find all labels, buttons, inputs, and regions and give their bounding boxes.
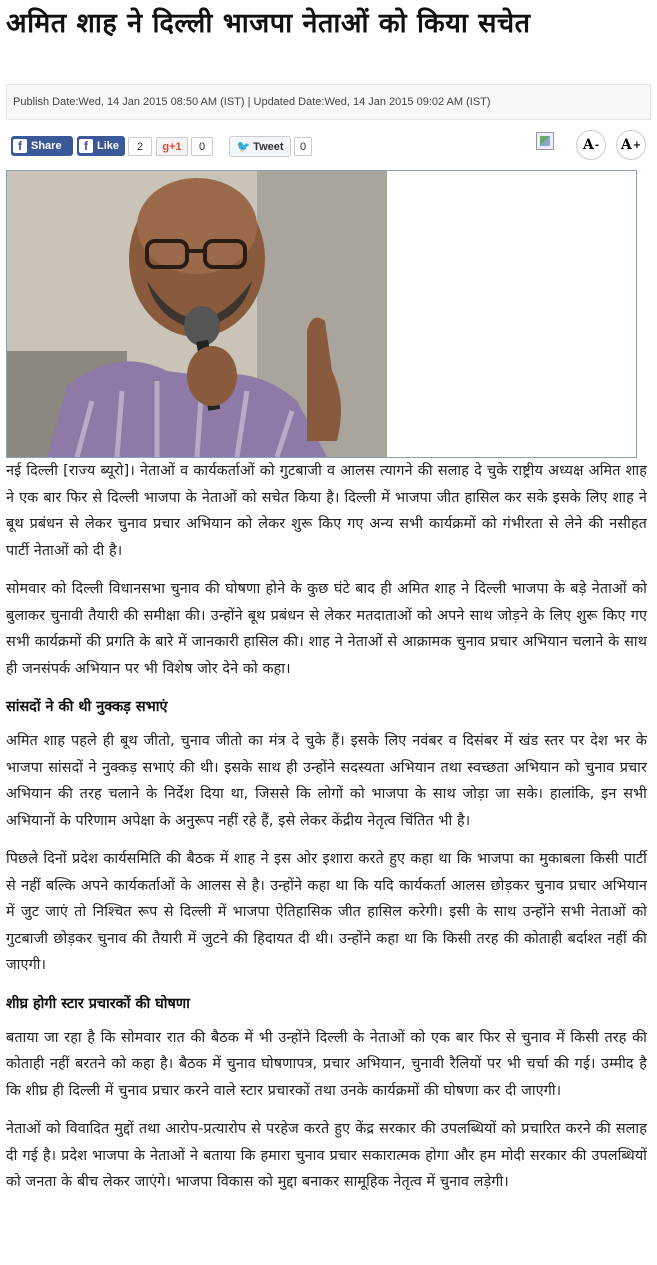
article-paragraph: सोमवार को दिल्ली विधानसभा चुनाव की घोषणा होने के कुछ घंटे बाद ही अमित शाह ने दिल्ली भाजपा के बड़े नेताओं को बुलाकर चुनावी तैयारी की समीक्षा की। उन्होंने बूथ प्रबंधन से लेकर मतदाताओं को अपने साथ जोड़ने के लिए शुरू किए गए सभी कार्यक्रमों की प्रगति के बारे में जानकारी हासिल की। शाह ने नेताओं से आक्रामक चुनाव प्रचार अभियान चलाने के साथ ही जनसंपर्क अभियान पर भी विशेष जोर देने को कहा। — [6, 581, 647, 677]
facebook-share-label: Share — [31, 140, 62, 152]
article-paragraph: नेताओं को विवादित मुद्दों तथा आरोप-प्रत्यारोप से परहेज करते हुए केंद्र सरकार की उपलब्धियों को प्रचारित करने की सलाह दी गई है। प्रदेश भाजपा के नेताओं ने बताया कि हमारा चुनाव प्रचार सकारात्मक होगा और हम मोदी सरकार की उपलब्धियों को जनता के बीच लेकर जाएंगे। भाजपा विकास को मुद्दा बनाकर सामूहिक नेतृत्व में चुनाव लड़ेगी। — [6, 1121, 647, 1190]
facebook-like-label: Like — [97, 140, 120, 152]
tweet-count: 0 — [294, 137, 312, 156]
share-toolbar — [6, 130, 651, 164]
article-paragraph: अमित शाह पहले ही बूथ जीतो, चुनाव जीतो का मंत्र दे चुके हैं। इसके लिए नवंबर व दिसंबर में खंड स्तर पर देश भर के भाजपा सांसदों ने नुक्कड़ सभाएं की थी। इसके साथ ही उन्होंने सदस्यता अभियान तथा स्वच्छता अभियान को चुनाव प्रचार अभियान की तरह चलाने के निर्देश दिया था, जिससे कि लोगों को भाजपा के साथ जोड़ा जा सके। हालांकि, इन सभी अभियानों के परिणाम अपेक्षा के अनुरूप नहीं रहे हैं, इसे लेकर केंद्रीय नेतृत्व चिंतित भी है। — [6, 733, 647, 829]
font-increase-label: A — [620, 137, 632, 153]
speaker-photo-illustration — [7, 171, 387, 457]
article-paragraph: नई दिल्ली [राज्य ब्यूरो]। नेताओं व कार्यकर्ताओं को गुटबाजी व आलस त्यागने की सलाह दे चुके राष्ट्रीय अध्यक्ष अमित शाह ने एक बार फिर से दिल्ली भाजपा के नेताओं को सचेत किया है। दिल्ली में भाजपा जीत हासिल कर सके इसके लिए शाह ने बूथ प्रबंधन से लेकर चुनाव प्रचार अभियान को लेकर शुरू किए गए अन्य सभी कार्यक्रमों को गंभीरता से लेने की नसीहत पार्टी नेताओं को दी है। — [6, 463, 647, 559]
article-subheading: सांसदों ने की थी नुक्कड़ सभाएं — [6, 699, 168, 715]
article-paragraph: बताया जा रहा है कि सोमवार रात की बैठक में भी उन्होंने दिल्ली के नेताओं को एक बार फिर से चुनाव में किसी तरह की कोताही नहीं बरतने को कहा है। बैठक में चुनाव घोषणापत्र, प्रचार अभियान, चुनावी रैलियों पर भी चर्चा की गई। उम्मीद है कि शीघ्र ही दिल्ली में चुनाव प्रचार करने वाले स्टार प्रचारकों तथा उनके कार्यक्रमों की घोषणा कर दी जाएगी। — [6, 1029, 647, 1099]
tweet-label: Tweet — [253, 140, 284, 153]
article-body — [6, 458, 647, 1208]
facebook-icon: f — [79, 139, 93, 153]
font-decrease-label: A — [582, 137, 594, 153]
twitter-bird-icon: 🐦 — [236, 141, 251, 153]
article-photo — [7, 171, 387, 457]
facebook-like-button[interactable] — [77, 136, 125, 156]
gplus-count: 0 — [191, 137, 213, 156]
article-headline: अमित शाह ने दिल्ली भाजपा नेताओं को किया सचेत — [6, 8, 531, 39]
tweet-button[interactable] — [229, 136, 291, 157]
font-increase-button[interactable] — [616, 130, 646, 160]
facebook-icon: f — [13, 139, 27, 153]
broken-image-icon[interactable] — [536, 132, 554, 150]
font-decrease-button[interactable] — [576, 130, 606, 160]
article-photo-frame — [6, 170, 637, 458]
gplus-button[interactable]: g+1 — [156, 137, 188, 156]
facebook-share-button[interactable] — [11, 136, 73, 156]
like-count: 2 — [128, 137, 152, 156]
plus-sign: + — [632, 139, 642, 151]
publish-dateline: Publish Date:Wed, 14 Jan 2015 08:50 AM (IST) | Updated Date:Wed, 14 Jan 2015 09:02 AM (IST) — [6, 84, 651, 120]
minus-sign: - — [594, 139, 600, 151]
article-paragraph: पिछले दिनों प्रदेश कार्यसमिति की बैठक में शाह ने इस ओर इशारा करते हुए कहा था कि भाजपा का मुकाबला किसी पार्टी से नहीं बल्कि अपने कार्यकर्ताओं के आलस से है। उन्होंने कहा था कि यदि कार्यकर्ता आलस छोड़कर चुनाव प्रचार अभियान में जुट जाएं तो निश्चित रूप से दिल्ली में भाजपा ऐतिहासिक जीत हासिल करेगी। इसी के साथ उन्होंने सभी नेताओं को गुटबाजी छोड़कर चुनाव की तैयारी में जुटने की हिदायत दी थी। उन्होंने कहा था कि किसी तरह की कोताही बर्दाश्त नहीं की जाएगी। — [6, 851, 647, 973]
article-subheading: शीघ्र होगी स्टार प्रचारकों की घोषणा — [6, 995, 190, 1012]
